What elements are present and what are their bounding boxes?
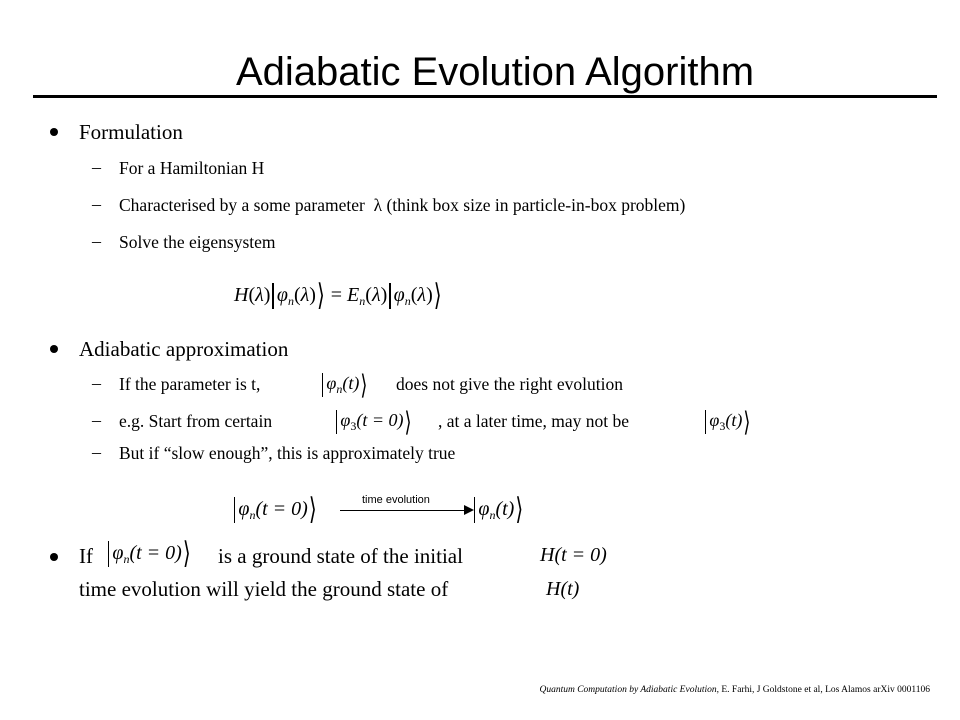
evolution-start-state: $\varphi_n(t$ = 0)⟩ bbox=[232, 494, 318, 530]
dash-icon: – bbox=[92, 442, 101, 462]
item-eigensystem: Solve the eigensystem bbox=[119, 232, 276, 252]
eigen-equation: H(λ) $\varphi_n(\lambda)⟩ = E_n(\lambda)$ $\varphi_n(\lambda)⟩$ bbox=[234, 279, 442, 313]
ground-state-text: is a ground state of the initial bbox=[218, 544, 463, 568]
heading-formulation: Formulation bbox=[79, 120, 183, 144]
slide-title: Adiabatic Evolution Algorithm bbox=[235, 50, 755, 94]
citation-footer: Quantum Computation by Adiabatic Evolution, E. Farhi, J Goldstone et al, Los Alamos arXiv 0001106 bbox=[539, 685, 930, 695]
bullet-icon bbox=[50, 345, 58, 353]
dash-icon: – bbox=[92, 410, 101, 430]
hamiltonian-initial: H(t = 0) bbox=[540, 544, 607, 566]
item-start-from: e.g. Start from certain bbox=[119, 411, 273, 431]
ground-state-if: If bbox=[79, 544, 93, 568]
arrow-label: time evolution bbox=[362, 494, 430, 506]
hamiltonian-t: H(t) bbox=[546, 578, 580, 600]
item-slow-enough: But if “slow enough”, this is approximately true bbox=[119, 443, 456, 463]
state-phi-n-t: $\varphi_n(t)⟩$ bbox=[320, 370, 368, 402]
title-underline bbox=[33, 95, 937, 98]
item-parameter-t-rest: does not give the right evolution bbox=[396, 374, 623, 394]
evolution-end-state: $\varphi_n(t)⟩$ bbox=[472, 494, 524, 530]
dash-icon: – bbox=[92, 194, 101, 214]
bullet-icon bbox=[50, 553, 58, 561]
evolution-arrow bbox=[340, 510, 466, 511]
heading-adiabatic: Adiabatic approximation bbox=[79, 337, 289, 361]
item-start-from-rest: , at a later time, may not be bbox=[438, 411, 629, 431]
dash-icon: – bbox=[92, 373, 101, 393]
dash-icon: – bbox=[92, 157, 101, 177]
dash-icon: – bbox=[92, 231, 101, 251]
bullet-icon bbox=[50, 128, 58, 136]
item-hamiltonian: For a Hamiltonian H bbox=[119, 158, 265, 178]
state-phi-n-t0: $\varphi_n(t$ = 0)⟩ bbox=[106, 538, 192, 574]
item-parameter: Characterised by a some parameter λ (think box size in particle-in-box problem) bbox=[119, 195, 686, 215]
state-phi3-t0: $\varphi_3(t$ = 0)⟩ bbox=[334, 407, 413, 439]
item-parameter-t: If the parameter is t, bbox=[119, 374, 261, 394]
ground-state-line2: time evolution will yield the ground state of bbox=[79, 577, 449, 601]
state-phi3-t: $\varphi_3(t)⟩$ bbox=[703, 407, 751, 439]
